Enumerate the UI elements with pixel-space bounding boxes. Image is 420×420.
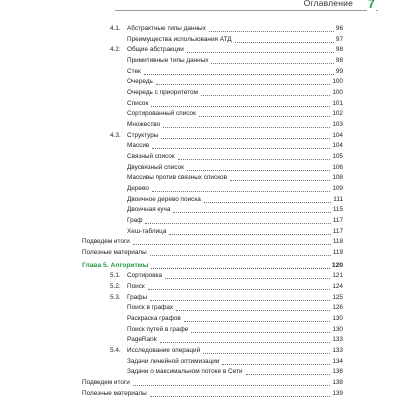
toc-entry[interactable] <box>127 109 343 119</box>
toc-entry-page: 136 <box>332 368 343 376</box>
toc-entry[interactable] <box>127 367 343 377</box>
dot-leader <box>169 234 330 235</box>
toc-entry-title: PageRank <box>127 336 157 344</box>
toc-entry[interactable] <box>127 163 343 173</box>
dot-leader <box>144 74 334 75</box>
toc-entry-page: 115 <box>332 206 343 214</box>
toc-entry[interactable] <box>127 303 343 313</box>
toc-entry-page: 120 <box>331 261 343 269</box>
toc-entry-title: Поиск <box>127 283 145 291</box>
toc-entry-page: 97 <box>335 35 343 43</box>
dot-leader <box>133 385 331 386</box>
toc-entry-number: 5.2. <box>110 283 121 291</box>
dot-leader <box>151 268 329 269</box>
toc-entry-page: 106 <box>332 163 343 171</box>
toc-entry-title: Полезные материалы <box>82 249 147 257</box>
toc-entry-title: Очередь <box>127 78 153 86</box>
dot-leader <box>203 353 330 354</box>
toc-entry[interactable] <box>110 293 343 303</box>
dot-leader <box>165 278 330 279</box>
toc-entry-title: Массивы против связных списков <box>127 174 228 182</box>
toc-entry-page: 105 <box>332 153 343 161</box>
dot-leader <box>152 191 330 192</box>
toc-entry-page: 100 <box>332 89 343 97</box>
toc-entry[interactable] <box>127 325 343 335</box>
dot-leader <box>246 374 331 375</box>
toc-entry-title: Структуры <box>127 131 159 139</box>
toc-entry-title: Поиск в графах <box>127 304 174 312</box>
toc-entry[interactable] <box>127 120 343 130</box>
dot-leader <box>176 310 330 311</box>
dot-leader <box>199 116 330 117</box>
toc-entry-page: 121 <box>332 272 343 280</box>
toc-entry-page: 117 <box>332 217 343 225</box>
toc-entry[interactable] <box>110 131 343 141</box>
toc-entry-page: 98 <box>335 57 343 64</box>
dot-leader <box>133 244 331 245</box>
toc-entry-title: Множество <box>127 121 161 129</box>
dot-leader <box>145 223 330 224</box>
toc-entry-page: 99 <box>335 67 343 75</box>
dot-leader <box>187 170 330 171</box>
toc-entry-title: Хеш-таблица <box>127 227 167 235</box>
toc-chapter-entry[interactable] <box>82 261 343 271</box>
toc-entry-page: 133 <box>332 336 343 344</box>
toc-entry-page: 103 <box>332 121 343 129</box>
dot-leader <box>151 106 330 107</box>
toc-entry[interactable] <box>127 99 343 109</box>
toc-entry[interactable] <box>127 56 343 66</box>
toc-entry-number: 4.3. <box>110 131 121 139</box>
toc-entry-title: Двусвязный список <box>127 163 184 171</box>
page-header <box>0 0 420 14</box>
toc-entry-title: Поиск путей в графе <box>127 325 189 333</box>
toc-entry[interactable] <box>127 35 343 45</box>
dot-leader <box>191 332 330 333</box>
dot-leader <box>160 342 330 343</box>
toc-entry-title: Подведем итоги <box>82 379 130 387</box>
toc-entry-title: Двоичная куча <box>127 206 171 214</box>
toc-entry[interactable] <box>127 184 343 194</box>
toc-entry-number: 4.1. <box>110 25 121 32</box>
dot-leader <box>184 321 331 322</box>
toc-entry-title: Абстрактные типы данных <box>127 25 206 32</box>
toc-entry-page: 117 <box>332 227 343 235</box>
toc-entry-title: Сортированный список <box>127 110 196 118</box>
toc-entry[interactable] <box>110 346 343 356</box>
toc-entry[interactable] <box>127 88 343 98</box>
toc-entry-title: Задачи линейной оптимизации <box>127 357 220 365</box>
toc-entry-title: Раскраска графов <box>127 315 181 323</box>
toc-entry[interactable] <box>110 271 343 281</box>
toc-entry[interactable] <box>127 77 343 87</box>
toc-entry[interactable] <box>127 314 343 324</box>
toc-entry[interactable] <box>127 335 343 345</box>
running-header-title: Оглавление <box>301 0 356 8</box>
toc-entry-number: 5.1. <box>110 272 121 280</box>
dot-leader <box>163 127 330 128</box>
toc-entry-number: 4.2. <box>110 46 121 54</box>
toc-entry-page: 98 <box>335 46 343 54</box>
page-number: 7 <box>367 0 376 11</box>
toc-entry-page: 130 <box>332 315 343 323</box>
toc-entry[interactable] <box>82 378 343 388</box>
dot-leader <box>204 202 331 203</box>
toc-entry-page: 134 <box>332 357 343 365</box>
toc-entry-title: Связный список <box>127 153 175 161</box>
toc-entry[interactable] <box>127 195 343 205</box>
toc-entry-page: 125 <box>332 293 343 301</box>
toc-entry[interactable] <box>127 152 343 162</box>
toc-entry[interactable] <box>82 237 343 247</box>
toc-entry[interactable] <box>82 248 343 258</box>
toc-entry[interactable] <box>110 24 343 34</box>
dot-leader <box>187 52 334 53</box>
toc-entry-page: 118 <box>332 238 343 246</box>
toc-entry-title: Граф <box>127 217 143 225</box>
dot-leader <box>156 84 330 85</box>
toc-entry-title: Полезные материалы <box>82 389 147 397</box>
dot-leader <box>150 255 331 256</box>
toc-entry-page: 108 <box>332 174 343 182</box>
toc-entry[interactable] <box>82 389 343 399</box>
toc-entry-title: Преимущества использования АТД <box>127 35 232 43</box>
toc-entry-page: 100 <box>332 78 343 86</box>
dot-leader <box>211 63 333 64</box>
toc-entry[interactable] <box>127 67 343 77</box>
dot-leader <box>173 212 330 213</box>
toc-entry[interactable] <box>127 141 343 151</box>
toc-entry-page: 130 <box>332 325 343 333</box>
toc-entry-title: Дерево <box>127 185 149 193</box>
toc-entry-page: 126 <box>332 304 343 312</box>
toc-entry-page: 104 <box>332 142 343 150</box>
toc-entry-title: Стек <box>127 67 141 75</box>
dot-leader <box>230 180 330 181</box>
dot-leader <box>150 300 330 301</box>
dot-leader <box>209 31 334 32</box>
toc-entry-title: Графы <box>127 293 148 301</box>
toc-entry-title: Массив <box>127 142 150 150</box>
toc-entry-page: 139 <box>332 389 343 397</box>
toc-entry-page: 133 <box>332 347 343 355</box>
toc-entry-title: Примитивные типы данных <box>127 57 209 64</box>
toc-entry[interactable] <box>127 173 343 183</box>
dot-leader <box>161 138 330 139</box>
dot-leader <box>201 95 330 96</box>
toc-entry-page: 111 <box>333 195 343 203</box>
toc-entry-title: Очередь с приоритетом <box>127 89 198 97</box>
toc-entry[interactable] <box>127 227 343 237</box>
toc-entry[interactable] <box>127 205 343 215</box>
dot-leader <box>178 159 331 160</box>
toc-entry-page: 119 <box>332 249 343 257</box>
toc-entry-page: 101 <box>332 99 343 107</box>
toc-entry-title: Общие абстракции <box>127 46 184 54</box>
toc-entry[interactable] <box>127 357 343 367</box>
toc-entry-page: 104 <box>332 131 343 139</box>
toc-entry-title: Глава 5. Алгоритмы <box>82 261 149 269</box>
dot-leader <box>235 42 334 43</box>
toc-entry[interactable] <box>110 45 343 55</box>
toc-entry-page: 124 <box>332 283 343 291</box>
toc-entry-page: 96 <box>335 25 343 32</box>
dot-leader <box>222 364 330 365</box>
toc-entry[interactable] <box>127 216 343 226</box>
toc-entry-page: 102 <box>332 110 343 118</box>
dot-leader <box>152 148 330 149</box>
toc-entry-title: Сортировка <box>127 272 163 280</box>
toc-entry-title: Исследование операций <box>127 347 201 355</box>
toc-entry-title: Подведем итоги <box>82 238 130 246</box>
dot-leader <box>150 396 331 397</box>
toc-entry-title: Задачи о максимальном потоке в Сети <box>127 368 243 376</box>
toc-entry-title: Двоичное дерево поиска <box>127 195 201 203</box>
header-rule <box>115 10 378 11</box>
toc-entry-title: Список <box>127 99 149 107</box>
toc-entry-number: 5.3. <box>110 293 121 301</box>
dot-leader <box>148 289 331 290</box>
toc-entry-page: 109 <box>332 185 343 193</box>
toc-entry-page: 138 <box>332 379 343 387</box>
toc-entry-number: 5.4. <box>110 347 121 355</box>
toc-entry[interactable] <box>110 282 343 292</box>
